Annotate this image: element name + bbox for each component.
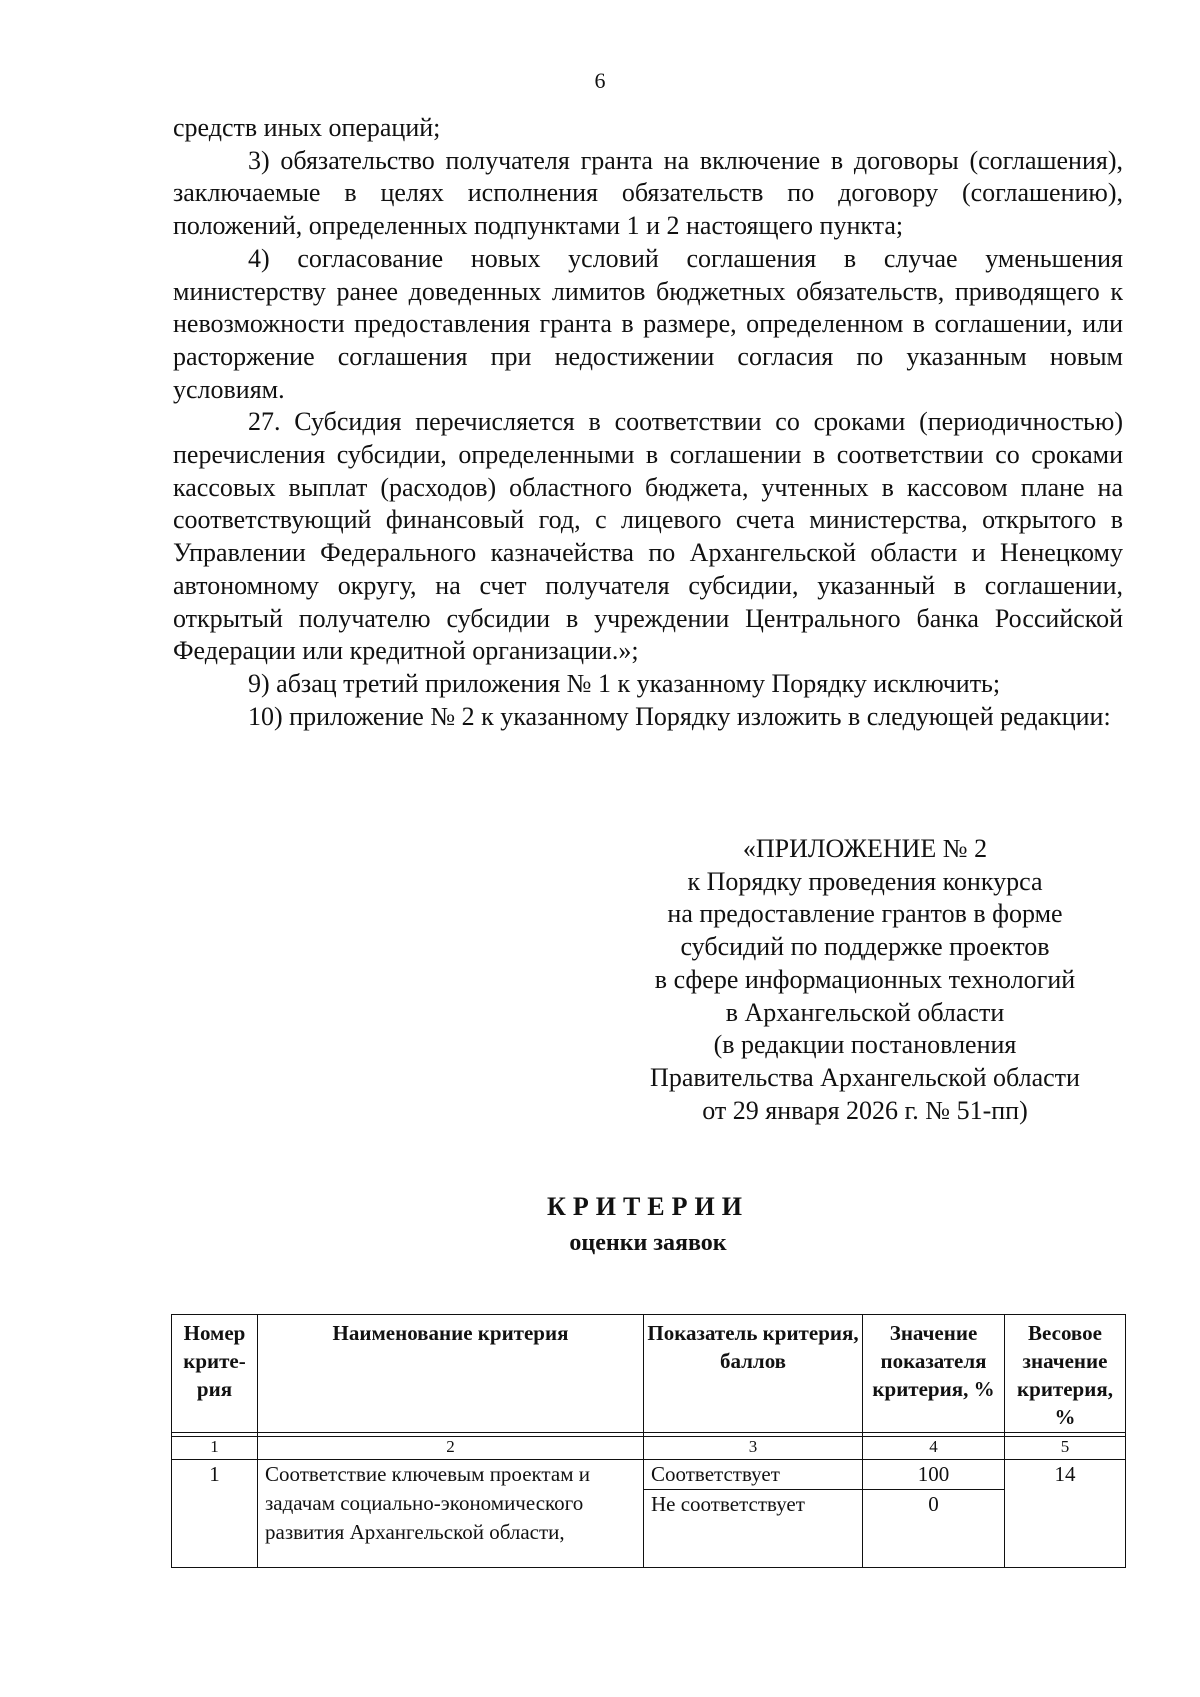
appendix-line: (в редакции постановления	[713, 1030, 1017, 1060]
table-row	[172, 1460, 1126, 1490]
header-number: Номер крите-рия	[172, 1315, 258, 1433]
paragraph-item-27: 27. Субсидия перечисляется в соответствии со сроками (периодичностью) перечисления субсидии, определенными в соглашении в соответствии со сроками кассовых выплат (расходов) областного бюджета, учтенных в кассовом плане на соответствующий финансовый год, с лицевого счета министерства, открытого в Управлении Федерального казначейства по Архангельской области и Ненецкому автономному округу, на счет получателя субсидии, указанный в соглашении, открытый получателю субсидии в учреждении Центрального банка Российской Федерации или кредитной организации.»;	[173, 407, 1123, 666]
paragraph-item-4: 4) согласование новых условий соглашения в случае уменьшения министерству ранее доведенных лимитов бюджетных обязательств, приводящего к невозможности предоставления гранта в размере, определенном в соглашении, или расторжение соглашения при недостижении согласия по указанным новым условиям.	[173, 243, 1123, 404]
criterion-name: Соответствие ключевым проектам и задачам социально-экономического развития Архангельской области,	[258, 1460, 644, 1568]
paragraph-continuation: средств иных операций;	[173, 113, 441, 142]
table-column-numbers-row	[172, 1437, 1126, 1460]
appendix-line: Правительства Архангельской области	[650, 1062, 1080, 1092]
appendix-line: на предоставление грантов в форме	[667, 899, 1063, 929]
paragraph-item-10: 10) приложение № 2 к указанному Порядку изложить в следующей редакции:	[248, 701, 1111, 731]
body-text	[173, 112, 1123, 733]
appendix-line: в Архангельской области	[725, 997, 1005, 1027]
header-weight: Весовое значение критерия, %	[1005, 1315, 1126, 1433]
column-number: 1	[172, 1437, 258, 1460]
value-cell: 100	[863, 1460, 1005, 1490]
indicator-cell: Соответствует	[644, 1460, 863, 1490]
weight-cell: 14	[1005, 1460, 1126, 1568]
column-number: 4	[863, 1437, 1005, 1460]
page-number: 6	[594, 68, 606, 93]
appendix-line: к Порядку проведения конкурса	[687, 866, 1043, 896]
value-cell: 0	[863, 1490, 1005, 1568]
column-number: 2	[258, 1437, 644, 1460]
paragraph-item-3: 3) обязательство получателя гранта на включение в договоры (соглашения), заключаемые в целях исполнения обязательств по договору (соглашению), положений, определенных подпунктами 1 и 2 настоящего пункта;	[173, 145, 1123, 241]
criteria-table	[171, 1314, 1126, 1568]
criteria-title: КРИТЕРИИ	[547, 1192, 749, 1221]
appendix-line: «ПРИЛОЖЕНИЕ № 2	[742, 834, 988, 863]
criteria-subtitle: оценки заявок	[569, 1230, 727, 1256]
row-number: 1	[172, 1460, 258, 1568]
appendix-line: субсидий по поддержке проектов	[680, 932, 1050, 962]
table-header-row	[172, 1315, 1126, 1433]
header-indicator: Показатель критерия, баллов	[644, 1315, 863, 1433]
appendix-line: в сфере информационных технологий	[654, 964, 1076, 994]
paragraph-item-9: 9) абзац третий приложения № 1 к указанному Порядку исключить;	[248, 668, 1001, 698]
indicator-cell: Не соответствует	[644, 1490, 863, 1568]
column-number: 5	[1005, 1437, 1126, 1460]
appendix-header	[620, 833, 1110, 1127]
header-name: Наименование критерия	[258, 1315, 644, 1433]
column-number: 3	[644, 1437, 863, 1460]
header-value: Значение показателя критерия, %	[863, 1315, 1005, 1433]
appendix-line: от 29 января 2026 г. № 51-пп)	[702, 1095, 1028, 1125]
